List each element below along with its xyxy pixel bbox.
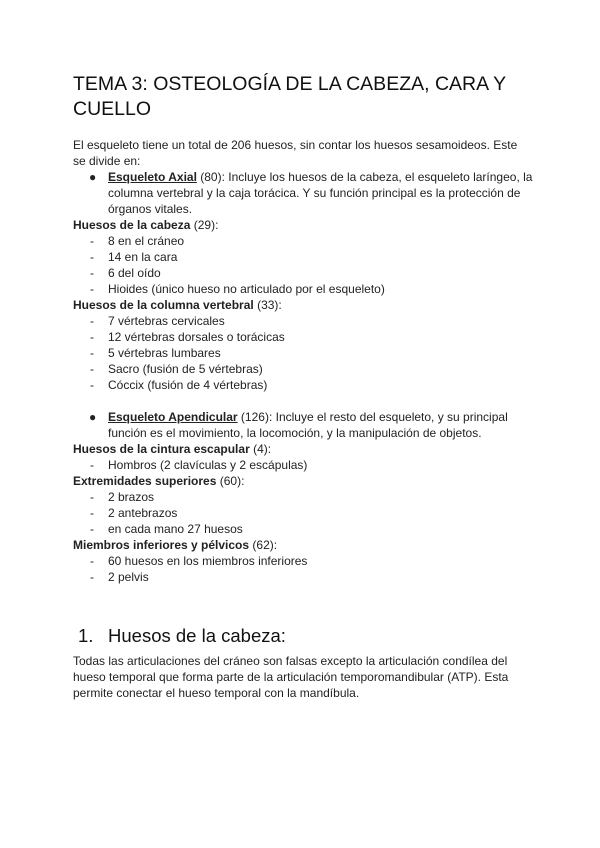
inferiores-heading: Miembros inferiores y pélvicos (62): [73, 538, 278, 552]
axial-text: (80): Incluye los huesos de la cabeza, el esqueleto laríngeo, la columna vertebral y la caja torácica. Y su función principal es la protección de órganos vitales. [108, 170, 533, 216]
list-item: - 12 vértebras dorsales o torácicas [73, 329, 533, 345]
cintura-list [73, 457, 533, 473]
columna-heading: Huesos de la columna vertebral (33): [73, 298, 282, 312]
section-number: 1. [78, 625, 94, 646]
list-item: - Hombros (2 clavículas y 2 escápulas) [73, 457, 533, 473]
superiores-list [73, 489, 533, 537]
bullet-icon: ● [89, 410, 97, 424]
document-body [73, 137, 533, 585]
cabeza-list [73, 233, 533, 297]
intro-paragraph: El esqueleto tiene un total de 206 huesos, sin contar los huesos sesamoideos. Este se divide en: [73, 138, 518, 168]
list-item: - Hioides (único hueso no articulado por el esqueleto) [73, 281, 533, 297]
apendicular-bullet [73, 409, 533, 441]
page-title: TEMA 3: OSTEOLOGÍA DE LA CABEZA, CARA Y CUELLO [73, 73, 506, 120]
axial-bullet [73, 169, 533, 217]
bullet-icon: ● [89, 170, 97, 184]
list-item: - Sacro (fusión de 5 vértebras) [73, 361, 533, 377]
section-title: Huesos de la cabeza: [108, 625, 286, 646]
cabeza-heading: Huesos de la cabeza (29): [73, 218, 219, 232]
section-1-heading [78, 624, 286, 648]
list-item: - 2 pelvis [73, 569, 533, 585]
superiores-heading: Extremidades superiores (60): [73, 474, 245, 488]
list-item: - Cóccix (fusión de 4 vértebras) [73, 377, 533, 393]
list-item: - 60 huesos en los miembros inferiores [73, 553, 533, 569]
list-item: - 2 antebrazos [73, 505, 533, 521]
list-item: - 14 en la cara [73, 249, 533, 265]
axial-term: Esqueleto Axial [108, 170, 197, 184]
list-item: - 2 brazos [73, 489, 533, 505]
section-1-paragraph: Todas las articulaciones del cráneo son falsas excepto la articulación condílea del hueso temporal que forma parte de la articulación temporomandibular (ATP). Esta permite conectar el hueso temporal con la mandíbula. [73, 654, 509, 700]
list-item: - 7 vértebras cervicales [73, 313, 533, 329]
list-item: - en cada mano 27 huesos [73, 521, 533, 537]
cintura-heading: Huesos de la cintura escapular (4): [73, 442, 272, 456]
list-item: - 6 del oído [73, 265, 533, 281]
apendicular-term: Esqueleto Apendicular [108, 410, 238, 424]
apendicular-text: (126): Incluye el resto del esqueleto, y su principal función es el movimiento, la locomoción, y la manipulación de objetos. [108, 410, 508, 440]
columna-list [73, 313, 533, 393]
list-item: - 8 en el cráneo [73, 233, 533, 249]
spacer [73, 393, 533, 409]
inferiores-list [73, 553, 533, 585]
list-item: - 5 vértebras lumbares [73, 345, 533, 361]
